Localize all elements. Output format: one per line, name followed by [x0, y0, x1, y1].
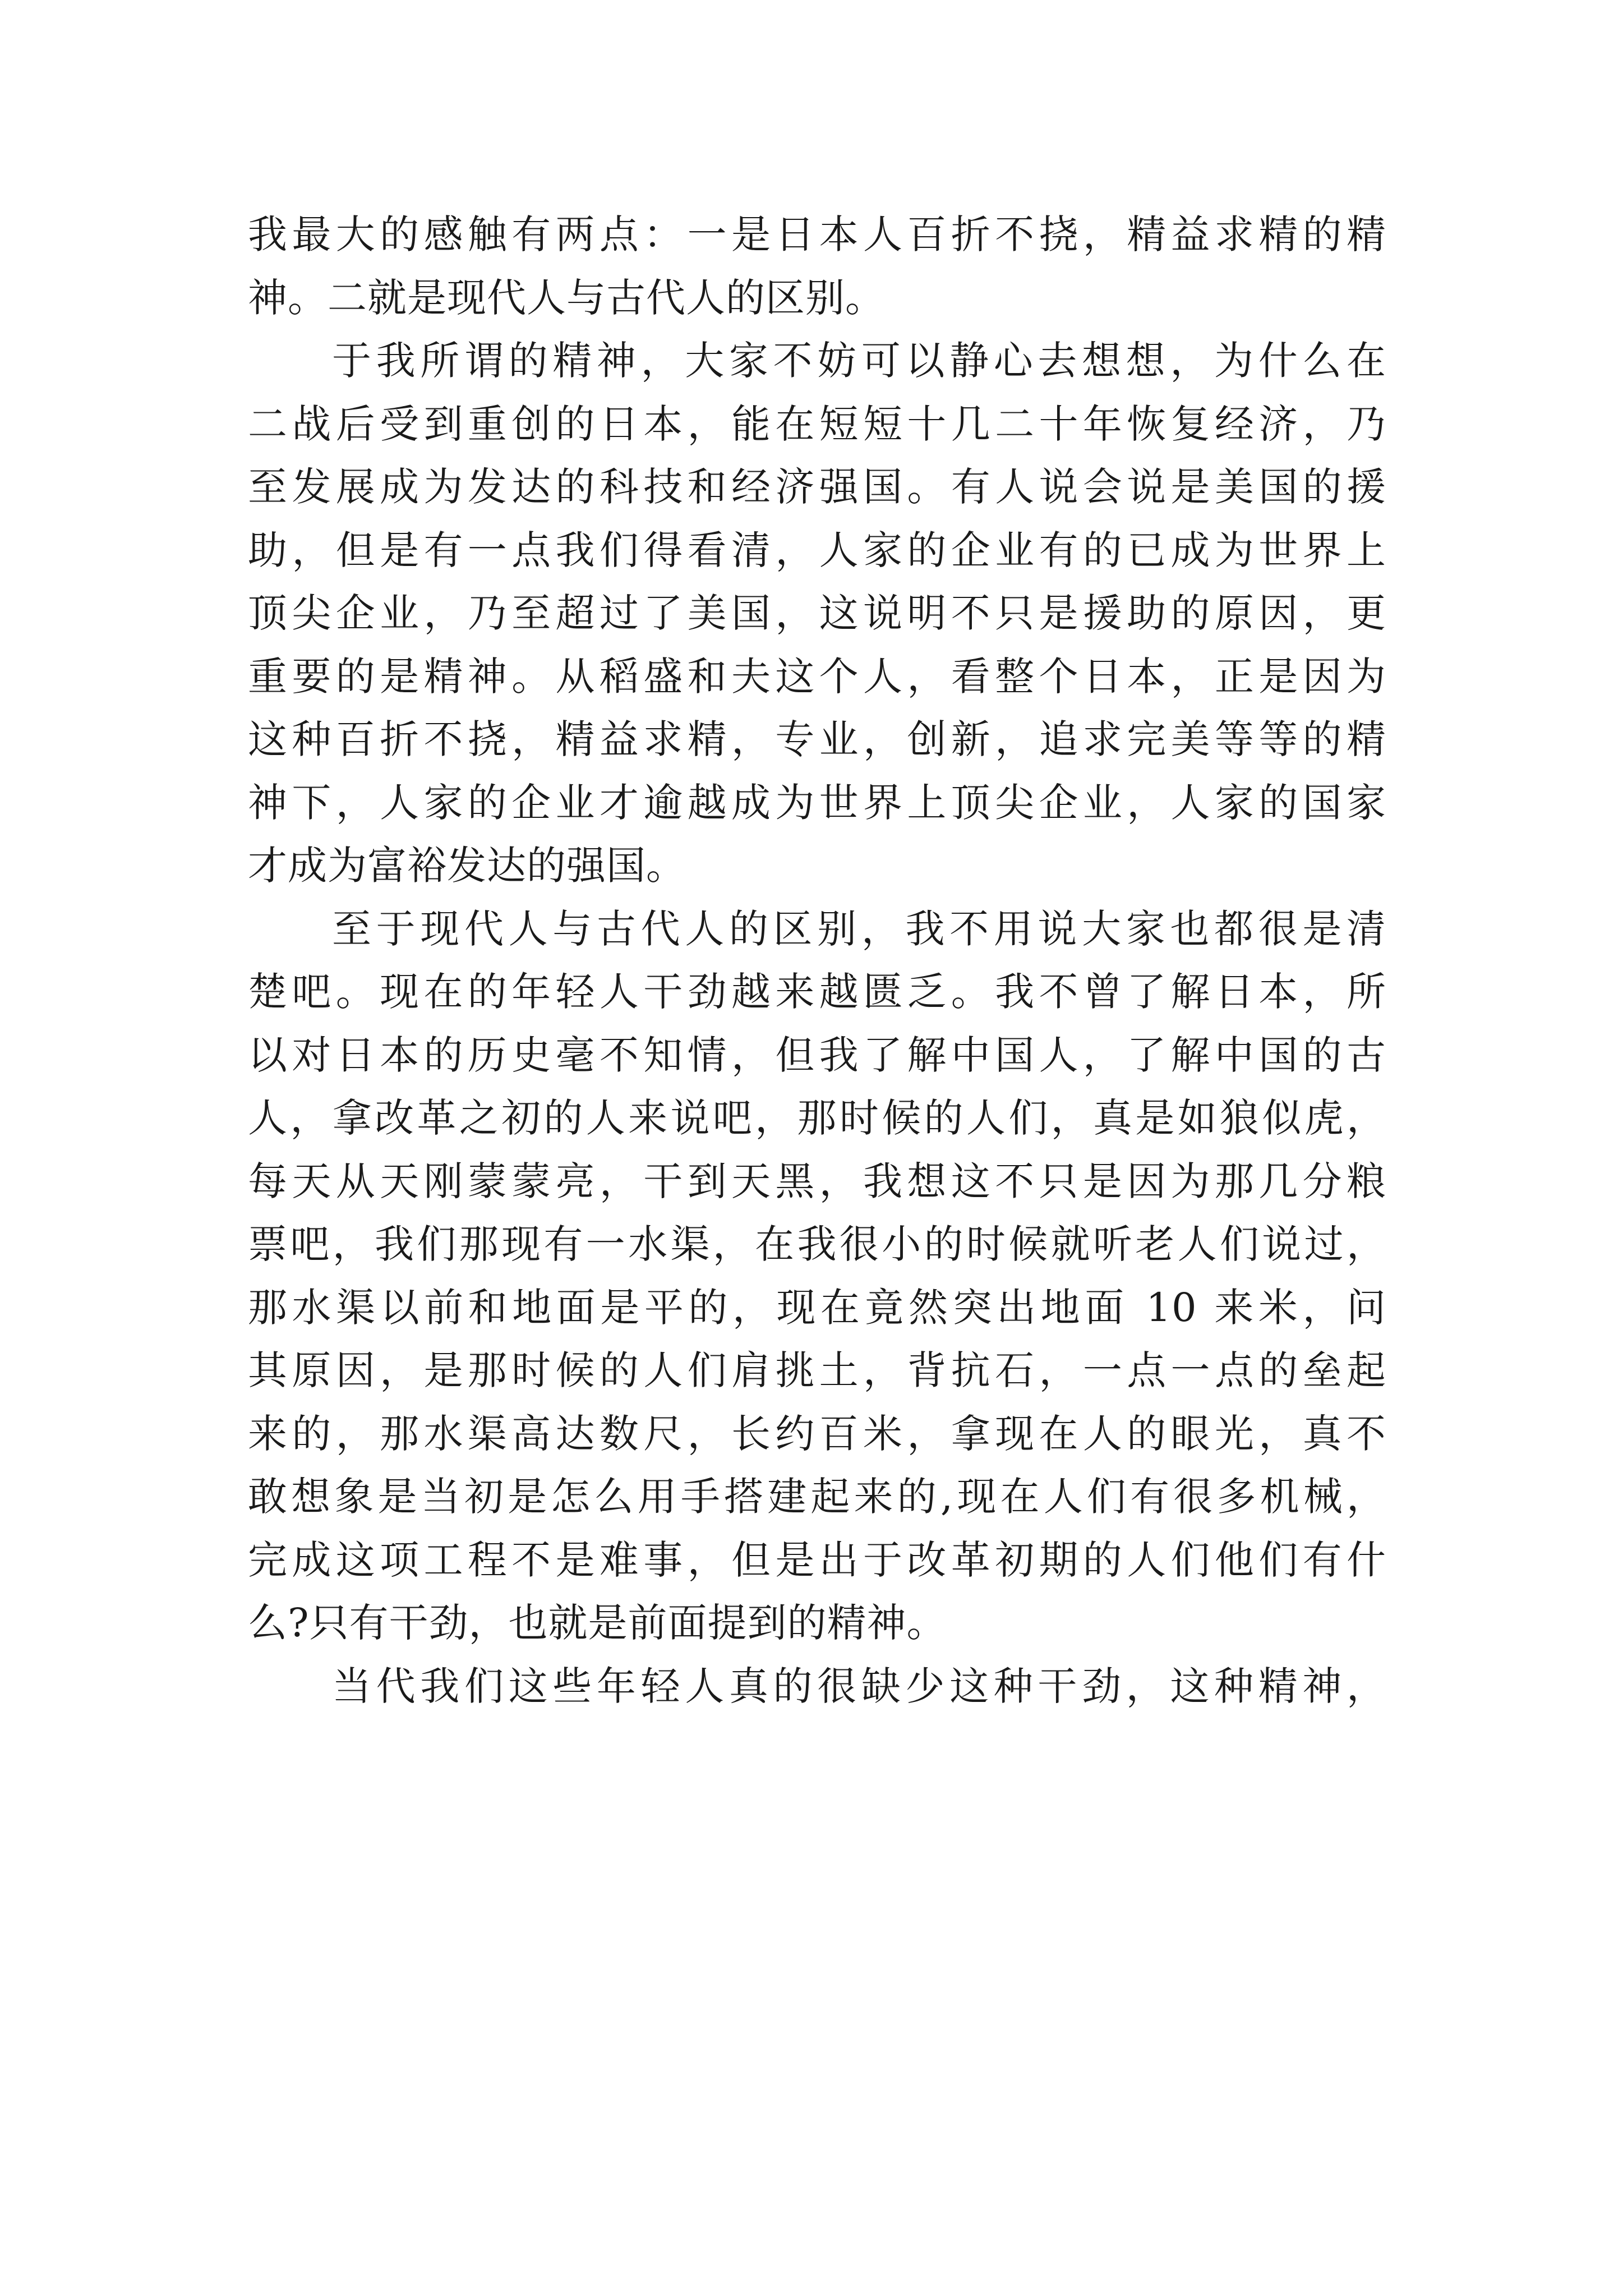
text-line: 人，拿改革之初的人来说吧，那时候的人们，真是如狼似虎，	[248, 1095, 1386, 1141]
text-line: 于我所谓的精神，大家不妨可以静心去想想，为什么在	[332, 338, 1386, 384]
text-line: 神。二就是现代人与古代人的区别。	[248, 274, 885, 321]
text-line: 这种百折不挠，精益求精，专业，创新，追求完美等等的精	[248, 716, 1386, 762]
text-line: 二战后受到重创的日本，能在短短十几二十年恢复经济，乃	[248, 401, 1386, 447]
text-line: 每天从天刚蒙蒙亮，干到天黑，我想这不只是因为那几分粮	[248, 1158, 1386, 1204]
text-line: 其原因，是那时候的人们肩挑土，背抗石，一点一点的垒起	[248, 1347, 1386, 1393]
text-line: 以对日本的历史毫不知情，但我了解中国人，了解中国的古	[248, 1032, 1386, 1078]
text-line: 么?只有干劲，也就是前面提到的精神。	[248, 1600, 947, 1646]
text-line: 顶尖企业，乃至超过了美国，这说明不只是援助的原因，更	[248, 590, 1386, 636]
text-line: 我最大的感触有两点：一是日本人百折不挠，精益求精的精	[248, 211, 1386, 257]
text-line: 重要的是精神。从稻盛和夫这个人，看整个日本，正是因为	[248, 653, 1386, 700]
text-line: 神下，人家的企业才逾越成为世界上顶尖企业，人家的国家	[248, 779, 1386, 826]
text-line: 助，但是有一点我们得看清，人家的企业有的已成为世界上	[248, 527, 1386, 573]
text-line: 票吧，我们那现有一水渠，在我很小的时候就听老人们说过，	[248, 1221, 1386, 1267]
body-text	[248, 203, 1386, 1718]
text-line: 当代我们这些年轻人真的很缺少这种干劲，这种精神，	[332, 1663, 1386, 1709]
text-line: 才成为富裕发达的强国。	[248, 843, 686, 889]
text-line: 至发展成为发达的科技和经济强国。有人说会说是美国的援	[248, 464, 1386, 510]
text-line: 至于现代人与古代人的区别，我不用说大家也都很是清	[332, 905, 1386, 952]
text-line: 完成这项工程不是难事，但是出于改革初期的人们他们有什	[248, 1536, 1386, 1583]
text-line: 敢想象是当初是怎么用手搭建起来的,现在人们有很多机械，	[248, 1474, 1386, 1520]
text-line: 来的，那水渠高达数尺，长约百米，拿现在人的眼光，真不	[248, 1410, 1386, 1457]
text-line: 楚吧。现在的年轻人干劲越来越匮乏。我不曾了解日本，所	[248, 969, 1386, 1015]
text-line: 那水渠以前和地面是平的，现在竟然突出地面 10 来米，问	[248, 1284, 1386, 1331]
